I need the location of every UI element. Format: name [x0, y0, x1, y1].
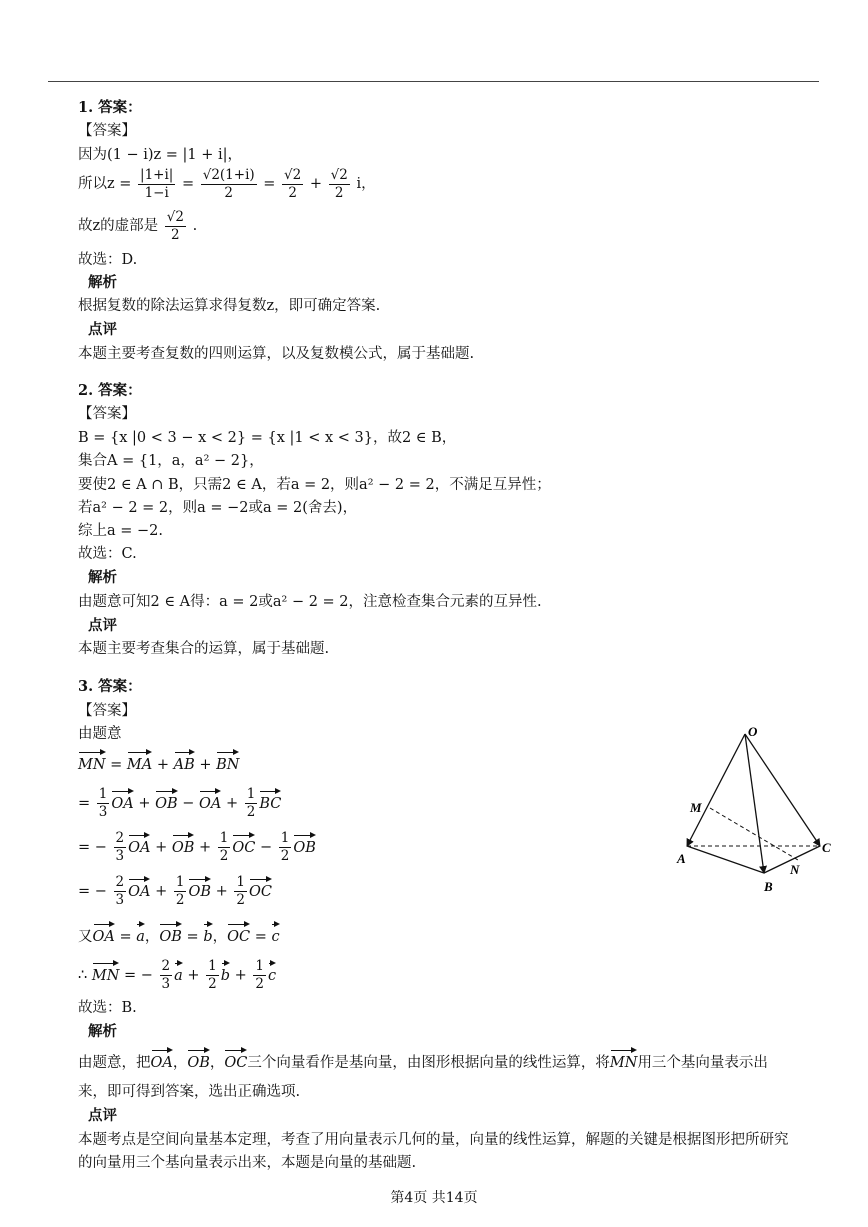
q3-analysis-line1: 由题意，把OA，OB，OC三个向量看作是基向量，由图形根据向量的线性运算，将MN用三个基向量表示出 [78, 1046, 768, 1078]
q3-comment-line2: 的向量用三个基向量表示出来，本题是向量的基础题. [78, 1155, 417, 1171]
q1-l2-pre: 所以z = [78, 176, 132, 192]
q2-line5: 综上a = −2. [78, 523, 163, 539]
label-O: O [748, 724, 758, 739]
q2-analysis-label: 解析 [88, 569, 117, 586]
tetrahedron-figure [672, 720, 842, 900]
q1-frac5: $\frac{√2}{2}$ [166, 208, 184, 243]
q1-title: 1. 答案： [78, 99, 142, 116]
vec-AB: AB [174, 748, 195, 772]
q2-comment: 本题主要考查集合的运算，属于基础题. [78, 641, 330, 657]
vec-MA: MA [127, 748, 152, 772]
q3-analysis-label: 解析 [88, 1023, 117, 1040]
q2-line6: 故选：C. [78, 546, 137, 562]
q1-comment: 本题主要考查复数的四则运算，以及复数模公式，属于基础题. [78, 346, 475, 362]
q3-eq2: = $\frac{1}{3}$ OA + OB − OA + $\frac{1}{2}$ BC [78, 786, 282, 820]
q1-analysis-label: 解析 [88, 274, 117, 291]
q3-intro: 由题意 [78, 726, 122, 742]
label-C: C [822, 840, 831, 855]
q1-line4: 故选：D. [78, 252, 138, 268]
vec-BN: BN [216, 748, 239, 772]
q3-eq6: ∴ MN = − $\frac{2}{3}$ a + $\frac{1}{2}$ b + $\frac{1}{2}$ c [78, 958, 277, 992]
header-rule [48, 81, 819, 82]
q2-analysis: 由题意可知2 ∈ A得：a = 2或a² − 2 = 2，注意检查集合元素的互异性. [78, 594, 542, 610]
q3-choose: 故选：B. [78, 1000, 137, 1016]
q1-line2: 所以z = $\frac{|1+i|}{1-i}$ = $\frac{√2(1+i)}{2}$ = $\frac{√2}{2}$ + $\frac{√2}{2}$ i， [78, 166, 376, 201]
q3-eq3: = − $\frac{2}{3}$ OA + OB + $\frac{1}{2}$ OC − $\frac{1}{2}$ OB [78, 830, 316, 864]
q3-analysis-line2: 来，即可得到答案，选出正确选项. [78, 1084, 301, 1100]
q3-comment-label: 点评 [88, 1107, 117, 1124]
q1-answer-tag: 【答案】 [78, 123, 136, 139]
label-B: B [764, 879, 773, 894]
label-A: A [677, 851, 686, 866]
q2-answer-tag: 【答案】 [78, 406, 136, 422]
q1-frac1: $\frac{|1+i|}{1-i}$ [140, 166, 174, 201]
q1-line1: 因为(1 − i)z = |1 + i|， [78, 147, 243, 163]
segment-MN-dashed [710, 808, 798, 860]
q2-title: 2. 答案： [78, 382, 142, 399]
q1-analysis: 根据复数的除法运算求得复数z，即可确定答案. [78, 298, 381, 314]
vec-MN: MN [78, 748, 106, 772]
edge-AB [687, 846, 764, 873]
edge-OC [745, 734, 820, 846]
edge-OA [687, 734, 745, 846]
q3-eq1: MN = MA + AB + BN [78, 748, 239, 778]
q3-eq4: = − $\frac{2}{3}$ OA + $\frac{1}{2}$ OB + $\frac{1}{2}$ OC [78, 874, 272, 908]
q2-line4: 若a² − 2 = 2，则a = −2或a = 2(舍去)， [78, 500, 358, 516]
q3-comment-line1: 本题考点是空间向量基本定理，考查了用向量表示几何的量，向量的线性运算，解题的关键是根据图形把所研究 [78, 1132, 789, 1148]
label-N: N [790, 862, 800, 877]
q1-frac2: $\frac{√2(1+i)}{2}$ [202, 166, 255, 201]
q1-frac3: $\frac{√2}{2}$ [284, 166, 302, 201]
q2-comment-label: 点评 [88, 617, 117, 634]
q2-line2: 集合A = {1，a，a² − 2}， [78, 453, 264, 469]
q2-line3: 要使2 ∈ A ∩ B，只需2 ∈ A，若a = 2，则a² − 2 = 2，不满足互异性； [78, 477, 551, 493]
q2-line1: B = {x |0 < 3 − x < 2} = {x |1 < x < 3}，故2 ∈ B， [78, 430, 457, 446]
label-M: M [690, 800, 702, 815]
edge-OB [745, 734, 764, 873]
q3-answer-tag: 【答案】 [78, 703, 136, 719]
q3-title: 3. 答案： [78, 678, 142, 695]
q1-line3: 故z的虚部是 $\frac{√2}{2}$ . [78, 208, 198, 243]
q3-eq5: 又OA = a，OB = b，OC = c [78, 920, 280, 950]
q1-frac4: $\frac{√2}{2}$ [330, 166, 348, 201]
page-footer: 第4页 共14页 [390, 1190, 478, 1206]
q1-comment-label: 点评 [88, 321, 117, 338]
